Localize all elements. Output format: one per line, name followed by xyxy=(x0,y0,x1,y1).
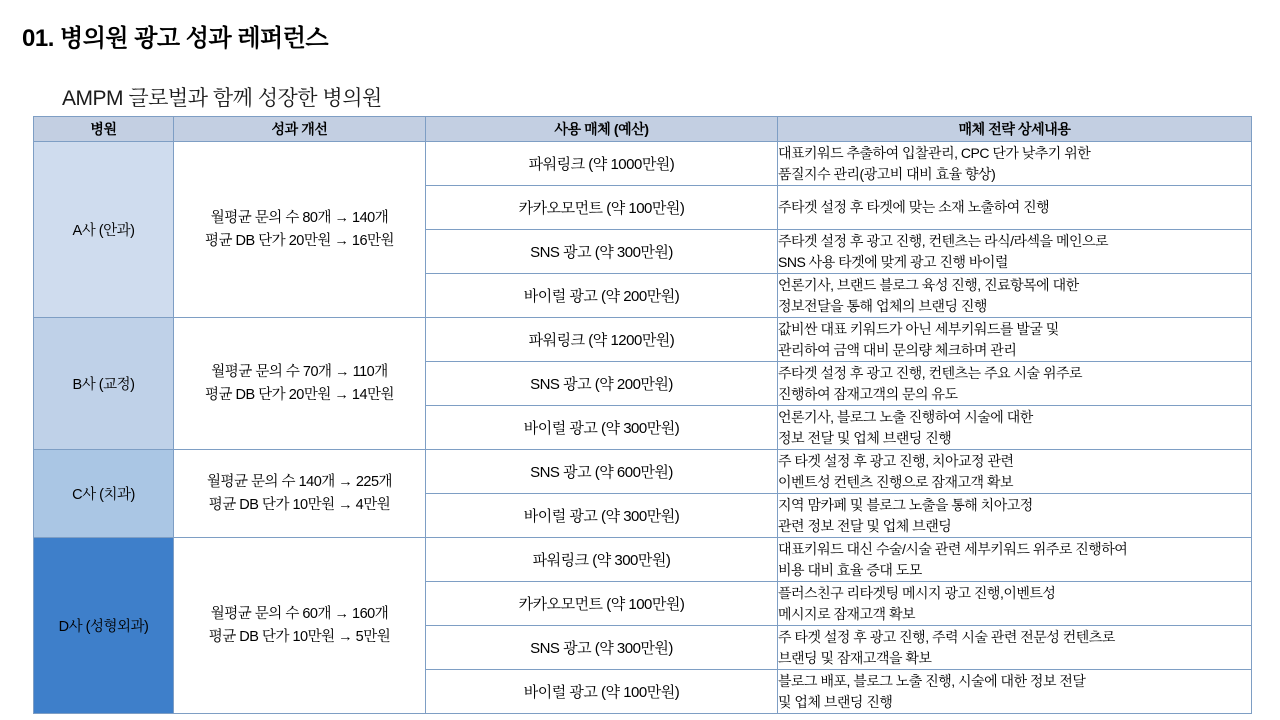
column-header-media: 사용 매체 (예산) xyxy=(426,117,778,142)
detail-cell xyxy=(778,318,1252,362)
detail-line-2: 브랜딩 및 잠재고객을 확보 xyxy=(778,649,932,666)
detail-line-1: 플러스친구 리타겟팅 메시지 광고 진행,이벤트성 xyxy=(778,585,1056,602)
improvement-line-1: 월평균 문의 수 140개 → 225개 xyxy=(206,474,393,491)
media-cell: SNS 광고 (약 600만원) xyxy=(426,450,778,494)
media-cell: 파워링크 (약 1200만원) xyxy=(426,318,778,362)
media-cell: 바이럴 광고 (약 300만원) xyxy=(426,406,778,450)
column-header-hospital: 병원 xyxy=(34,117,174,142)
detail-cell xyxy=(778,670,1252,714)
improvement-line-2: 평균 DB 단가 10만원 → 5만원 xyxy=(208,628,391,645)
media-cell: 카카오모먼트 (약 100만원) xyxy=(426,582,778,626)
section-subtitle: AMPM 글로벌과 함께 성장한 병의원 xyxy=(62,87,382,110)
improvement-line-1: 월평균 문의 수 80개 → 140개 xyxy=(210,210,389,227)
detail-cell xyxy=(778,626,1252,670)
reference-table xyxy=(33,116,1252,714)
table-row xyxy=(34,538,1252,582)
improvement-cell xyxy=(174,142,426,318)
detail-line-1: 값비싼 대표 키워드가 아닌 세부키워드를 발굴 및 xyxy=(778,321,1059,338)
media-cell: 바이럴 광고 (약 300만원) xyxy=(426,494,778,538)
detail-line-1: 대표키워드 대신 수술/시술 관련 세부키워드 위주로 진행하여 xyxy=(778,541,1128,558)
detail-line-1: 블로그 배포, 블로그 노출 진행, 시술에 대한 정보 전달 xyxy=(778,673,1086,690)
hospital-cell: A사 (안과) xyxy=(34,142,174,318)
detail-line-1: 주타겟 설정 후 광고 진행, 컨텐츠는 주요 시술 위주로 xyxy=(778,365,1083,382)
detail-cell xyxy=(778,274,1252,318)
improvement-cell xyxy=(174,538,426,714)
table-header xyxy=(34,117,1252,142)
media-cell: SNS 광고 (약 300만원) xyxy=(426,626,778,670)
detail-line-1: 주 타겟 설정 후 광고 진행, 치아교정 관련 xyxy=(778,453,1014,470)
detail-line-2: 이벤트성 컨텐츠 진행으로 잠재고객 확보 xyxy=(778,473,1013,490)
detail-cell xyxy=(778,538,1252,582)
detail-line-1: 언론기사, 블로그 노출 진행하여 시술에 대한 xyxy=(778,409,1033,426)
improvement-line-2: 평균 DB 단가 10만원 → 4만원 xyxy=(208,496,391,513)
hospital-cell: B사 (교정) xyxy=(34,318,174,450)
detail-line-1: 지역 맘카페 및 블로그 노출을 통해 치아고정 xyxy=(778,497,1033,514)
detail-cell xyxy=(778,362,1252,406)
improvement-line-1: 월평균 문의 수 60개 → 160개 xyxy=(210,606,389,623)
detail-cell xyxy=(778,142,1252,186)
table-header-row xyxy=(34,117,1252,142)
detail-cell xyxy=(778,186,1252,230)
improvement-line-1: 월평균 문의 수 70개 → 110개 xyxy=(211,364,388,381)
column-header-improvement: 성과 개선 xyxy=(174,117,426,142)
detail-cell xyxy=(778,406,1252,450)
detail-line-2: 메시지로 잠재고객 확보 xyxy=(778,605,916,622)
detail-line-2: 관리하여 금액 대비 문의량 체크하며 관리 xyxy=(778,341,1017,358)
detail-line-1: 언론기사, 브랜드 블로그 육성 진행, 진료항목에 대한 xyxy=(778,277,1079,294)
detail-line-1: 주타겟 설정 후 타겟에 맞는 소재 노출하여 진행 xyxy=(778,199,1050,216)
detail-cell xyxy=(778,494,1252,538)
hospital-cell: D사 (성형외과) xyxy=(34,538,174,714)
detail-cell xyxy=(778,582,1252,626)
table-row xyxy=(34,450,1252,494)
media-cell: 바이럴 광고 (약 100만원) xyxy=(426,670,778,714)
detail-line-1: 주 타겟 설정 후 광고 진행, 주력 시술 관련 전문성 컨텐츠로 xyxy=(778,629,1115,646)
improvement-cell xyxy=(174,318,426,450)
detail-line-2: 및 업체 브랜딩 진행 xyxy=(778,693,893,710)
detail-line-2: 정보 전달 및 업체 브랜딩 진행 xyxy=(778,429,952,446)
table-body xyxy=(34,142,1252,714)
detail-line-2: SNS 사용 타겟에 맞게 광고 진행 바이럴 xyxy=(778,253,1008,270)
media-cell: 카카오모먼트 (약 100만원) xyxy=(426,186,778,230)
media-cell: 파워링크 (약 300만원) xyxy=(426,538,778,582)
column-header-detail: 매체 전략 상세내용 xyxy=(778,117,1252,142)
reference-table-container xyxy=(33,116,1251,714)
media-cell: 파워링크 (약 1000만원) xyxy=(426,142,778,186)
page-title: 01. 병의원 광고 성과 레퍼런스 xyxy=(22,25,329,52)
improvement-line-2: 평균 DB 단가 20만원 → 16만원 xyxy=(204,232,395,249)
detail-line-2: 정보전달을 통해 업체의 브랜딩 진행 xyxy=(778,297,987,314)
detail-line-1: 주타겟 설정 후 광고 진행, 컨텐츠는 라식/라섹을 메인으로 xyxy=(778,233,1109,250)
table-row xyxy=(34,142,1252,186)
media-cell: SNS 광고 (약 200만원) xyxy=(426,362,778,406)
hospital-cell: C사 (치과) xyxy=(34,450,174,538)
media-cell: SNS 광고 (약 300만원) xyxy=(426,230,778,274)
media-cell: 바이럴 광고 (약 200만원) xyxy=(426,274,778,318)
detail-line-2: 관련 정보 전달 및 업체 브랜딩 xyxy=(778,517,952,534)
improvement-cell xyxy=(174,450,426,538)
improvement-line-2: 평균 DB 단가 20만원 → 14만원 xyxy=(204,386,395,403)
detail-line-1: 대표키워드 추출하여 입찰관리, CPC 단가 낮추기 위한 xyxy=(778,145,1091,162)
detail-line-2: 진행하여 잠재고객의 문의 유도 xyxy=(778,385,958,402)
detail-cell xyxy=(778,230,1252,274)
detail-line-2: 비용 대비 효율 증대 도모 xyxy=(778,561,922,578)
detail-line-2: 품질지수 관리(광고비 대비 효율 향상) xyxy=(778,165,996,182)
table-row xyxy=(34,318,1252,362)
detail-cell xyxy=(778,450,1252,494)
